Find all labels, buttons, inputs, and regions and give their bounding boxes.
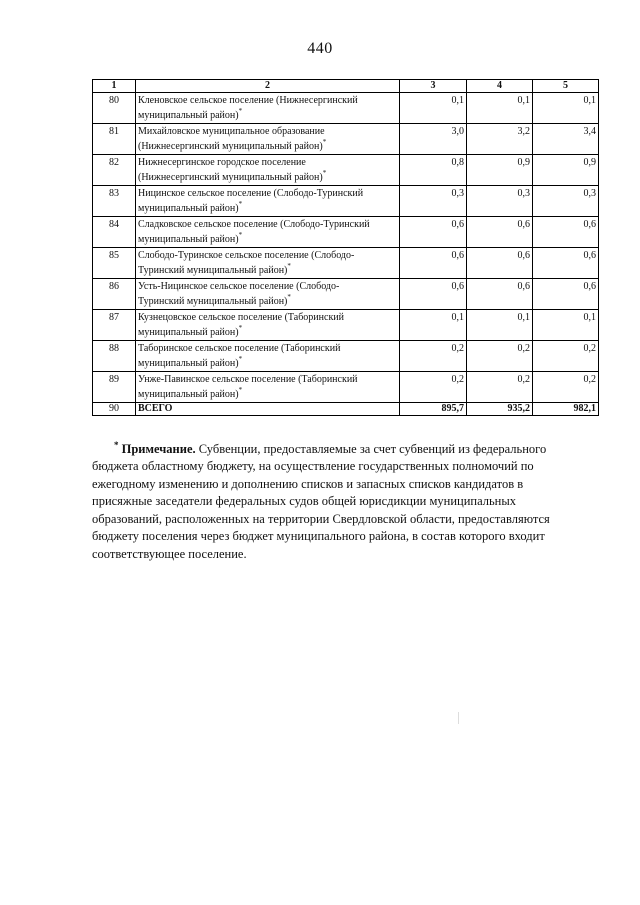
row-number: 80 [93, 93, 136, 124]
footnote-reference: * [287, 293, 291, 301]
column-header: 5 [533, 80, 599, 93]
total-value-col5: 982,1 [533, 403, 599, 416]
settlement-name [136, 186, 400, 217]
settlement-name-text: муниципальный район) [138, 389, 239, 400]
value-c3: 0,1 [400, 310, 467, 341]
value-c4: 0,1 [467, 310, 533, 341]
settlement-name-text: Таборинское сельское поселение (Таборинский [138, 343, 341, 354]
settlement-name-text: муниципальный район) [138, 203, 239, 214]
settlement-name-line [138, 325, 397, 340]
settlement-name-line [138, 263, 397, 278]
settlement-name-text: Унже-Павинское сельское поселение (Таборинский [138, 374, 358, 385]
settlement-name-line [138, 387, 397, 402]
value-c4: 0,2 [467, 372, 533, 403]
value-c4: 0,9 [467, 155, 533, 186]
value-c3: 0,8 [400, 155, 467, 186]
value-c4: 0,6 [467, 217, 533, 248]
settlement-name-text: Ницинское сельское поселение (Слободо-Туринский [138, 188, 364, 199]
settlement-name [136, 217, 400, 248]
settlement-name-line [138, 170, 397, 185]
row-number: 90 [93, 403, 136, 416]
footnote-paragraph [92, 441, 570, 564]
settlement-name-line [138, 372, 397, 387]
value-c3: 0,2 [400, 372, 467, 403]
settlement-name-line [138, 294, 397, 309]
row-number: 82 [93, 155, 136, 186]
value-c5: 0,2 [533, 341, 599, 372]
settlement-name-line [138, 279, 397, 294]
value-c5: 0,1 [533, 310, 599, 341]
row-number: 83 [93, 186, 136, 217]
value-c5: 0,6 [533, 217, 599, 248]
settlement-name-line [138, 139, 397, 154]
settlement-name [136, 155, 400, 186]
value-c5: 0,6 [533, 248, 599, 279]
settlement-name [136, 372, 400, 403]
footnote-reference: * [238, 324, 243, 332]
value-c3: 0,2 [400, 341, 467, 372]
value-c4: 0,6 [467, 248, 533, 279]
row-number: 88 [93, 341, 136, 372]
settlement-name-text: муниципальный район) [138, 110, 239, 121]
footnote-reference: * [238, 200, 243, 208]
value-c4: 0,3 [467, 186, 533, 217]
row-number: 89 [93, 372, 136, 403]
table-row [93, 248, 599, 279]
row-number: 81 [93, 124, 136, 155]
settlement-name-text: Кленовское сельское поселение (Нижнесергинский [138, 95, 358, 106]
settlement-name [136, 341, 400, 372]
footnote-reference: * [238, 386, 243, 394]
value-c3: 3,0 [400, 124, 467, 155]
settlement-name-line [138, 248, 397, 263]
table-row [93, 372, 599, 403]
settlement-name-text: муниципальный район) [138, 234, 239, 245]
row-number: 85 [93, 248, 136, 279]
settlement-name-line [138, 93, 397, 108]
settlement-name-line [138, 155, 397, 170]
value-c5: 0,9 [533, 155, 599, 186]
table-row [93, 341, 599, 372]
footnote-reference: * [238, 107, 243, 115]
table-row [93, 279, 599, 310]
footnote-label: Примечание. [121, 441, 196, 456]
table-row [93, 155, 599, 186]
value-c5: 0,1 [533, 93, 599, 124]
footnote-reference: * [322, 169, 327, 177]
settlement-name [136, 248, 400, 279]
table-row [93, 217, 599, 248]
footnote-reference: * [322, 138, 327, 146]
settlement-name-text: муниципальный район) [138, 327, 239, 338]
settlement-name [136, 93, 400, 124]
settlement-name-text: Туринский муниципальный район) [138, 265, 288, 276]
scan-artifact-mark [458, 712, 459, 724]
footnote-reference: * [287, 262, 291, 270]
value-c4: 0,2 [467, 341, 533, 372]
row-number: 84 [93, 217, 136, 248]
value-c3: 0,6 [400, 217, 467, 248]
settlement-name-line [138, 217, 397, 232]
settlement-name-line [138, 124, 397, 139]
value-c3: 0,6 [400, 248, 467, 279]
value-c4: 3,2 [467, 124, 533, 155]
settlement-name-text: Слободо-Туринское сельское поселение (Слободо- [138, 250, 355, 261]
value-c4: 0,1 [467, 93, 533, 124]
value-c4: 0,6 [467, 279, 533, 310]
settlement-name-line [138, 108, 397, 123]
settlement-name-text: (Нижнесергинский муниципальный район) [138, 141, 323, 152]
table-row [93, 93, 599, 124]
settlement-name [136, 310, 400, 341]
settlement-name-text: Нижнесергинское городское поселение [138, 157, 306, 168]
settlement-name-line [138, 356, 397, 371]
value-c5: 0,6 [533, 279, 599, 310]
value-c5: 0,3 [533, 186, 599, 217]
total-label: ВСЕГО [136, 403, 400, 416]
column-header: 3 [400, 80, 467, 93]
footnote-reference: * [238, 231, 243, 239]
settlement-name-line [138, 201, 397, 216]
footnote-mark: * [114, 439, 119, 450]
settlement-name-text: Усть-Ницинское сельское поселение (Слободо- [138, 281, 340, 292]
settlement-name-line [138, 186, 397, 201]
footnote-reference: * [238, 355, 243, 363]
subvention-table [92, 79, 599, 416]
settlement-name-text: Туринский муниципальный район) [138, 296, 288, 307]
value-c5: 0,2 [533, 372, 599, 403]
value-c3: 0,3 [400, 186, 467, 217]
settlement-name-text: муниципальный район) [138, 358, 239, 369]
settlement-name-line [138, 232, 397, 247]
settlement-name-text: (Нижнесергинский муниципальный район) [138, 172, 323, 183]
table-row [93, 186, 599, 217]
settlement-name-line [138, 341, 397, 356]
value-c3: 0,6 [400, 279, 467, 310]
value-c5: 3,4 [533, 124, 599, 155]
row-number: 87 [93, 310, 136, 341]
table-row [93, 310, 599, 341]
total-value-col4: 935,2 [467, 403, 533, 416]
table-row [93, 124, 599, 155]
column-header: 2 [136, 80, 400, 93]
settlement-name [136, 124, 400, 155]
page-number: 440 [307, 40, 333, 57]
settlement-name-line [138, 310, 397, 325]
table-header-row [93, 80, 599, 93]
table-total-row [93, 403, 599, 416]
settlement-name-text: Сладковское сельское поселение (Слободо-Туринский [138, 219, 370, 230]
column-header: 4 [467, 80, 533, 93]
settlement-name-text: Кузнецовское сельское поселение (Таборинский [138, 312, 345, 323]
value-c3: 0,1 [400, 93, 467, 124]
total-value-col3: 895,7 [400, 403, 467, 416]
settlement-name-text: Михайловское муниципальное образование [138, 126, 325, 137]
settlement-name [136, 279, 400, 310]
footnote-text: Субвенции, предоставляемые за счет субвенций из федерального бюджета областному бюджету, на осуществление государственных полномочий по ежегодному изменению и дополнению списков и запасных списков кандидатов в присяжные заседатели федеральных судов общей юрисдикции муниципальных образований, расположенных на территории Свердловской области, предоставляются бюджету поселения через бюджет муниципального района, в состав которого входит соответствующее поселение. [92, 441, 550, 561]
row-number: 86 [93, 279, 136, 310]
column-header: 1 [93, 80, 136, 93]
